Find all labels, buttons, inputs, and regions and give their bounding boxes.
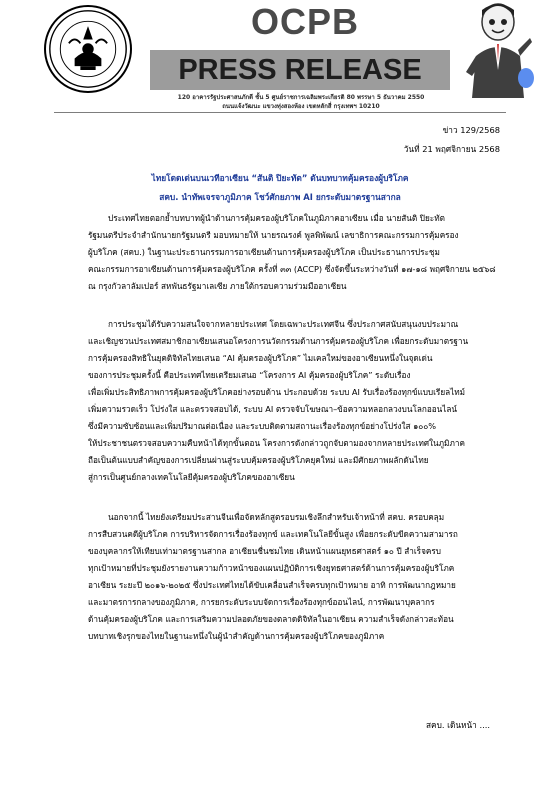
paragraph-line: ประเทศไทยตอกย้ำบทบาทผู้นำด้านการคุ้มครองผู้บริโภคในภูมิภาคอาเซียน เมื่อ นายสันติ ปิยะทัต: [108, 213, 445, 223]
mascot-presenter-icon: [462, 0, 534, 98]
paragraph-1: [88, 210, 500, 295]
address-line-1: 120 อาคารรัฐประศาสนภักดี ชั้น 5 ศูนย์ราชการเฉลิมพระเกียรติ 80 พรรษา 5 ธันวาคม 2550: [177, 94, 425, 101]
address-line-2: ถนนแจ้งวัฒนะ แขวงทุ่งสองห้อง เขตหลักสี่ กรุงเทพฯ 10210: [222, 103, 380, 110]
paragraph-line: ให้ประชาชนตรวจสอบความคืบหน้าได้ทุกขั้นตอน โครงการดังกล่าวถูกจับตามองจากหลายประเทศในภูมิภาค: [88, 438, 465, 448]
paragraph-line: ซึ่งมีความซับซ้อนและเพิ่มปริมาณต่อเนื่อง และระบบติดตามสถานะเรื่องร้องทุกข์อย่างโปร่งใส ๑๐๐%: [88, 421, 437, 431]
release-number: ข่าว 129/2568: [442, 125, 500, 135]
paragraph-line: สู่การเป็นศูนย์กลางเทคโนโลยีคุ้มครองผู้บริโภคของอาเซียน: [88, 472, 295, 482]
press-release-banner: PRESS RELEASE: [150, 50, 450, 90]
paragraph-line: เพื่อเพิ่มประสิทธิภาพการคุ้มครองผู้บริโภคอย่างรอบด้าน ประกอบด้วย ระบบ AI รับเรื่องร้องทุกข์แบบเรียลไทม์: [88, 387, 466, 397]
paragraph-2: [88, 316, 500, 486]
continued-note: สคบ. เดินหน้า ....: [425, 720, 490, 730]
paragraph-line: ทุกเป้าหมายที่ประชุมยังรายงานความก้าวหน้าของแผนปฏิบัติการเชิงยุทธศาสตร์ด้านการคุ้มครองผู้บริโภค: [88, 563, 455, 573]
paragraph-line: เพิ่มความรวดเร็ว โปร่งใส และตรวจสอบได้, ระบบ AI ตรวจจับโฆษณา–ข้อความหลอกลวงบนโลกออนไลน์: [88, 404, 457, 414]
headline-line-1: ไทยโดดเด่นบนเวทีอาเซียน “สันติ ปิยะทัต” ดันบทบาทคุ้มครองผู้บริโภค: [151, 173, 409, 183]
paragraph-line: คณะกรรมการอาเซียนด้านการคุ้มครองผู้บริโภค ครั้งที่ ๓๓ (ACCP) ซึ่งจัดขึ้นระหว่างวันที่ ๑๗-๑๘ พฤศจิกายน ๒๕๖๘: [88, 264, 496, 274]
paragraph-line: รัฐมนตรีประจำสำนักนายกรัฐมนตรี มอบหมายให้ นายรณรงค์ พูลพิพัฒน์ เลขาธิการคณะกรรมการคุ้มครอง: [88, 230, 459, 240]
headline-line-2: สคบ. นำทัพเจรจาภูมิภาค โชว์ศักยภาพ AI ยกระดับมาตรฐานสากล: [159, 192, 401, 202]
paragraph-line: การคุ้มครองสิทธิในยุคดิจิทัลไทยเสนอ “AI คุ้มครองผู้บริโภค” ไมเคลใหม่ของอาเซียนหนึ่งในจุดเด่น: [88, 353, 433, 363]
brand-title: OCPB: [250, 1, 359, 42]
paragraph-line: อาเซียน ระยะปี ๒๐๑๖-๒๐๒๕ ซึ่งประเทศไทยได้ขับเคลื่อนสำเร็จครบทุกเป้าหมาย อาทิ การพัฒนากฎหมาย: [88, 580, 456, 590]
paragraph-line: ผู้บริโภค (สคบ.) ในฐานะประธานกรรมการอาเซียนด้านการคุ้มครองผู้บริโภค เป็นประธานการประชุม: [88, 247, 440, 257]
paragraph-3: [88, 509, 500, 645]
paragraph-line: ด้านคุ้มครองผู้บริโภค และการเสริมความปลอดภัยของตลาดดิจิทัลในอาเซียน ความสำเร็จดังกล่าวสะท้อน: [88, 614, 454, 624]
paragraph-line: และมาตรการกลางของภูมิภาค, การยกระดับระบบจัดการเรื่องร้องทุกข์ออนไลน์, การพัฒนาบุคลากร: [88, 597, 435, 607]
press-header: [0, 0, 559, 110]
ocpb-seal-icon: [44, 5, 132, 93]
header-rule: [54, 112, 506, 113]
paragraph-line: นอกจากนี้ ไทยยังเตรียมประสานจีนเพื่อจัดหลักสูตรอบรมเชิงลึกสำหรับเจ้าหน้าที่ สคบ. ครอบคลุม: [108, 512, 445, 522]
paragraph-line: ณ กรุงกัวลาลัมเปอร์ สหพันธรัฐมาเลเซีย ภายใต้กรอบความร่วมมืออาเซียน: [88, 281, 347, 291]
paragraph-line: บทบาทเชิงรุกของไทยในฐานะหนึ่งในผู้นำสำคัญด้านการคุ้มครองผู้บริโภคของภูมิภาค: [88, 631, 385, 641]
paragraph-line: ถือเป็นต้นแบบสำคัญของการเปลี่ยนผ่านสู่ระบบคุ้มครองผู้บริโภคยุคใหม่ และมีศักยภาพผลักดันไทย: [88, 455, 429, 465]
paragraph-line: การประชุมได้รับความสนใจจากหลายประเทศ โดยเฉพาะประเทศจีน ซึ่งประกาศสนับสนุนงบประมาณ: [108, 319, 459, 329]
paragraph-line: ของการประชุมครั้งนี้ คือประเทศไทยเตรียมเสนอ “โครงการ AI คุ้มครองผู้บริโภค” ระดับเรื่อง: [88, 370, 411, 380]
release-date: วันที่ 21 พฤศจิกายน 2568: [403, 144, 500, 154]
paragraph-line: การสืบสวนคดีผู้บริโภค การบริหารจัดการเรื่องร้องทุกข์ และเทคโนโลยีขั้นสูง เพื่อยกระดับขีดความสามารถ: [88, 529, 458, 539]
paragraph-line: และเชิญชวนประเทศสมาชิกอาเซียนเสนอโครงการนวัตกรรมด้านการคุ้มครองผู้บริโภค เพื่อยกระดับมาตรฐาน: [88, 336, 469, 346]
paragraph-line: ของบุคลากรให้เทียบเท่ามาตรฐานสากล อาเซียนชื่นชมไทย เดินหน้าแผนยุทธศาสตร์ ๑๐ ปี สำเร็จครบ: [88, 546, 441, 556]
